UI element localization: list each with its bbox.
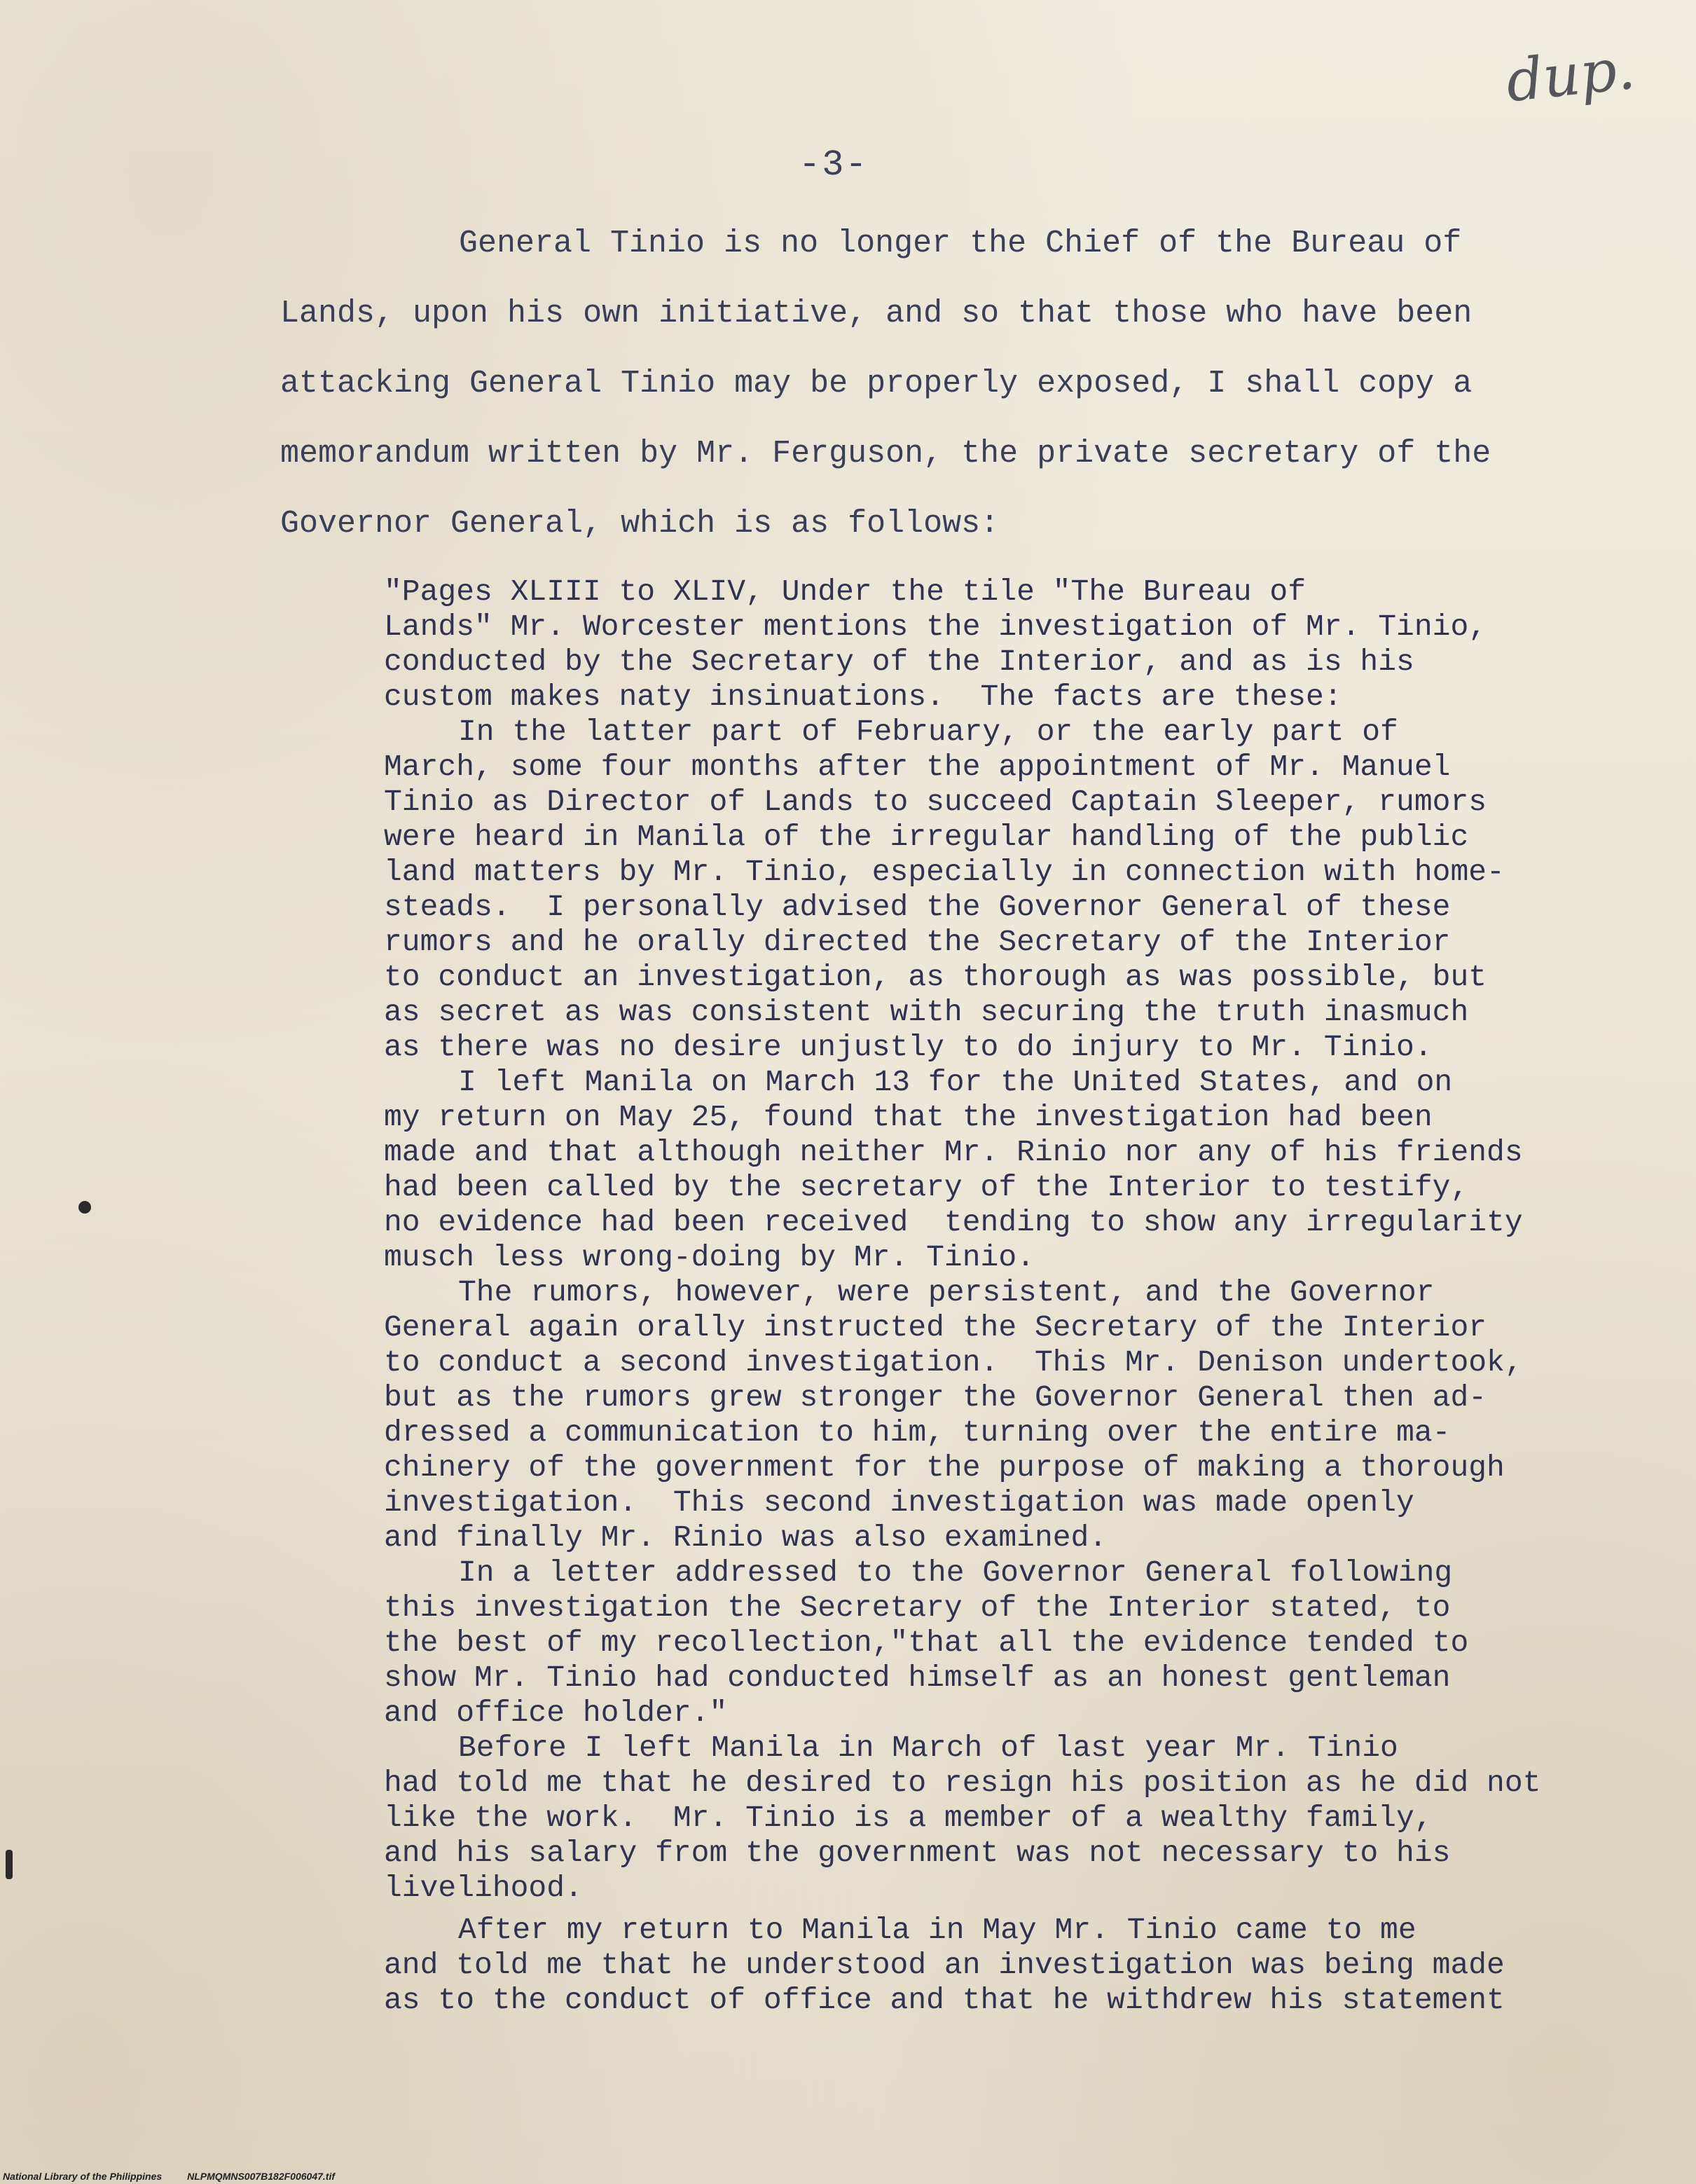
quote-line: Lands" Mr. Worcester mentions the investigation of Mr. Tinio, (384, 610, 1487, 644)
quote-line: this investigation the Secretary of the Interior stated, to (384, 1591, 1451, 1625)
quote-line: no evidence had been received tending to show any irregularity (384, 1205, 1523, 1239)
quote-line: March, some four months after the appointment of Mr. Manuel (384, 750, 1451, 784)
quote-line: I left Manila on March 13 for the United States, and on (458, 1065, 1453, 1099)
quote-line: In a letter addressed to the Governor General following (458, 1555, 1453, 1590)
scan-footer (3, 2171, 335, 2182)
quote-line: were heard in Manila of the irregular handling of the public (384, 820, 1469, 854)
footer-file-id: NLPMQMNS007B182F006047.tif (187, 2171, 336, 2182)
quote-line: After my return to Manila in May Mr. Tinio came to me (458, 1913, 1416, 1947)
quote-line: livelihood. (384, 1871, 583, 1905)
quote-line: to conduct a second investigation. This Mr. Denison undertook, (384, 1345, 1523, 1380)
quote-line: Before I left Manila in March of last year Mr. Tinio (458, 1731, 1398, 1765)
quote-line: made and that although neither Mr. Rinio nor any of his friends (384, 1135, 1523, 1169)
quote-line: The rumors, however, were persistent, and the Governor (458, 1275, 1435, 1310)
quote-line: musch less wrong-doing by Mr. Tinio. (384, 1240, 1035, 1275)
intro-line: memorandum written by Mr. Ferguson, the private secretary of the (280, 436, 1491, 472)
quote-line: and told me that he understood an investigation was being made (384, 1948, 1505, 1982)
quote-line: and finally Mr. Rinio was also examined. (384, 1520, 1108, 1555)
quote-line: chinery of the government for the purpose of making a thorough (384, 1450, 1505, 1485)
intro-line: attacking General Tinio may be properly exposed, I shall copy a (280, 366, 1473, 401)
quote-line: had been called by the secretary of the Interior to testify, (384, 1170, 1469, 1204)
quote-line: custom makes naty insinuations. The facts are these: (384, 680, 1342, 714)
quote-line: In the latter part of February, or the early part of (458, 715, 1398, 749)
quote-line: as secret as was consistent with securing the truth inasmuch (384, 995, 1469, 1029)
quote-line: but as the rumors grew stronger the Governor General then ad- (384, 1380, 1487, 1415)
quote-line: Tinio as Director of Lands to succeed Captain Sleeper, rumors (384, 785, 1487, 819)
intro-line: Lands, upon his own initiative, and so that those who have been (280, 296, 1473, 331)
quote-line: had told me that he desired to resign his position as he did not (384, 1766, 1541, 1800)
quote-line: rumors and he orally directed the Secretary of the Interior (384, 925, 1451, 959)
intro-paragraph (280, 223, 1491, 573)
quote-line: conducted by the Secretary of the Interior, and as is his (384, 645, 1414, 679)
quote-line: to conduct an investigation, as thorough as was possible, but (384, 960, 1487, 994)
quote-line: and office holder." (384, 1696, 728, 1730)
quote-line: like the work. Mr. Tinio is a member of a wealthy family, (384, 1801, 1433, 1835)
quote-line: steads. I personally advised the Governor General of these (384, 890, 1451, 924)
quote-line: and his salary from the government was not necessary to his (384, 1836, 1451, 1870)
quote-line: my return on May 25, found that the investigation had been (384, 1100, 1433, 1134)
handwritten-annotation: dup. (1503, 35, 1639, 116)
quote-line: the best of my recollection,"that all the evidence tended to (384, 1626, 1469, 1660)
quote-line: land matters by Mr. Tinio, especially in connection with home- (384, 855, 1505, 889)
ink-blot (78, 1201, 91, 1214)
quote-line: dressed a communication to him, turning over the entire ma- (384, 1415, 1451, 1450)
quote-line: investigation. This second investigation was made openly (384, 1485, 1414, 1520)
intro-line: Governor General, which is as follows: (280, 506, 1000, 542)
footer-library: National Library of the Philippines (3, 2171, 163, 2182)
page-number: -3- (799, 144, 869, 186)
quote-line: show Mr. Tinio had conducted himself as an honest gentleman (384, 1661, 1451, 1695)
quote-line: "Pages XLIII to XLIV, Under the tile "The Bureau of (384, 575, 1307, 609)
quote-line: General again orally instructed the Secretary of the Interior (384, 1310, 1487, 1345)
intro-line: General Tinio is no longer the Chief of the Bureau of (459, 226, 1462, 261)
quote-line: as to the conduct of office and that he withdrew his statement (384, 1983, 1505, 2017)
quoted-memorandum (384, 575, 1561, 2018)
quote-line: as there was no desire unjustly to do injury to Mr. Tinio. (384, 1030, 1433, 1064)
ink-blot (6, 1850, 13, 1879)
